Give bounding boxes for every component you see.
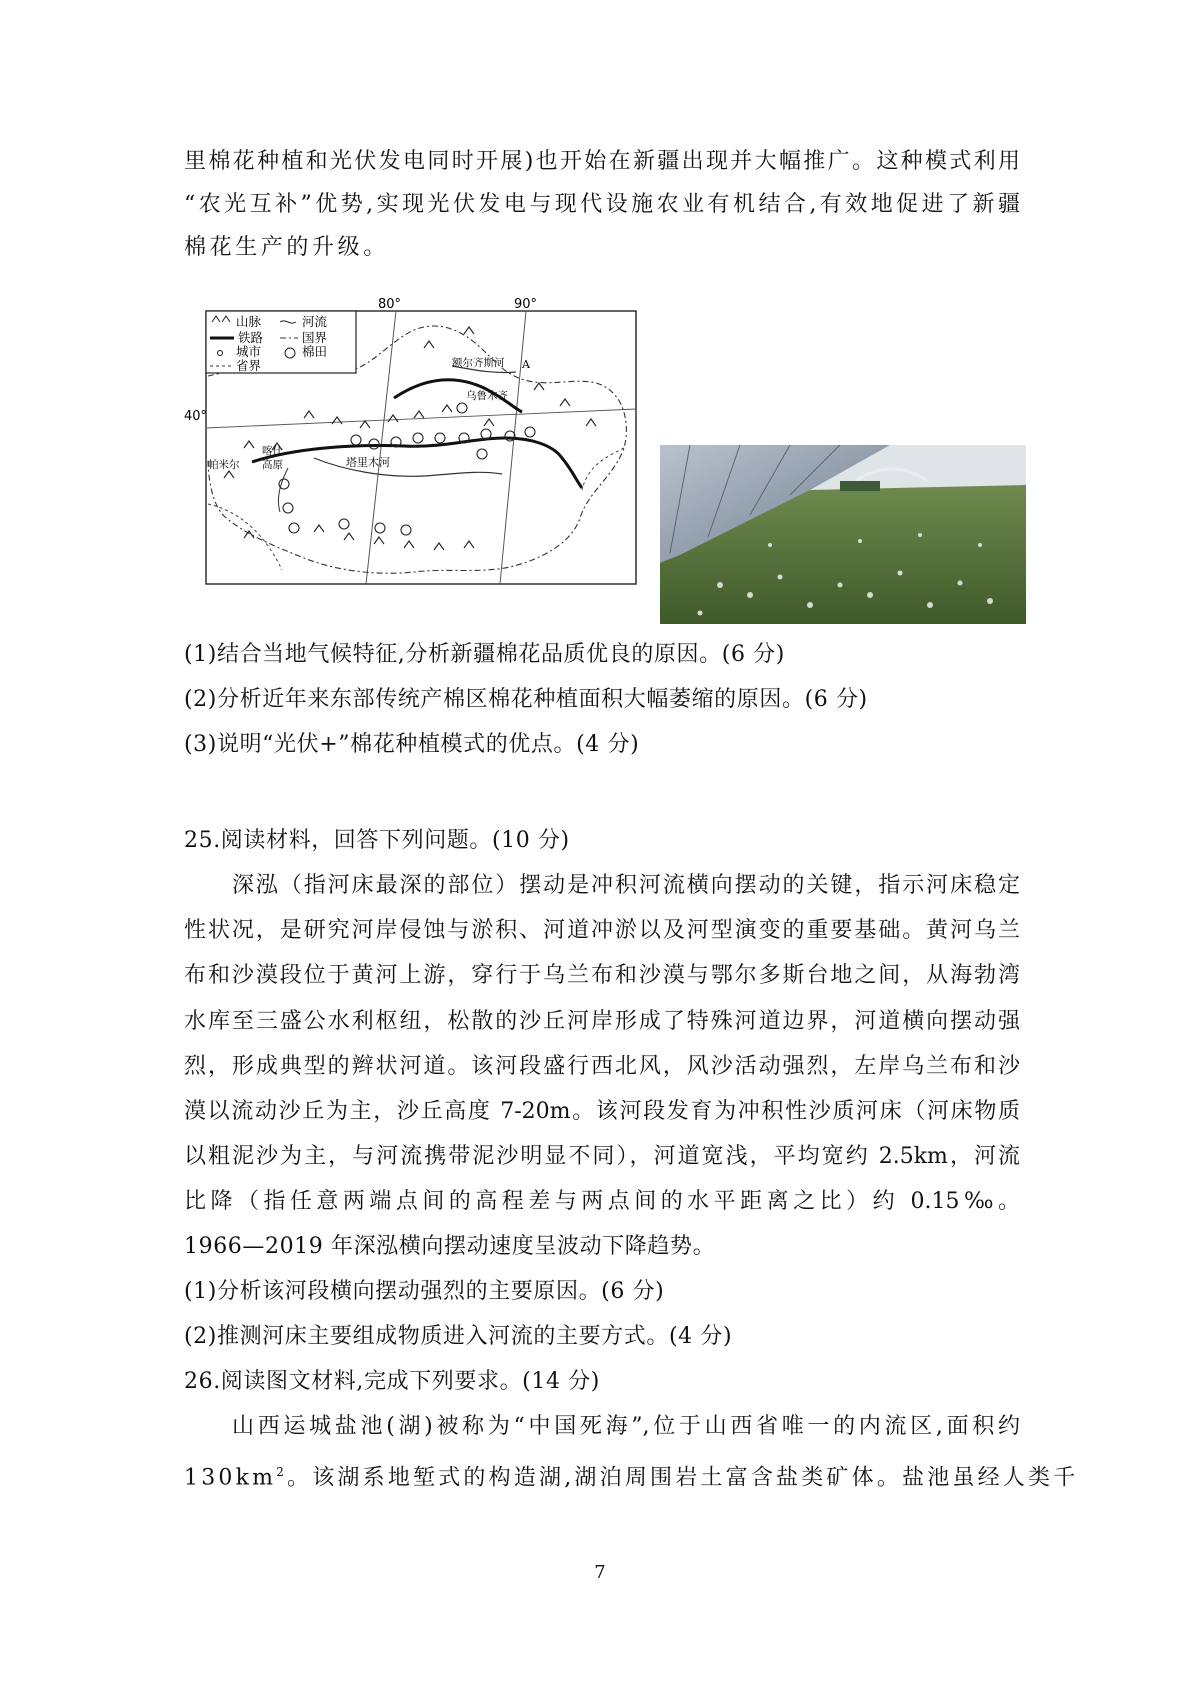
place-pamir: 帕米尔 <box>208 459 240 471</box>
place-kashgar-1: 喀什 <box>262 445 283 457</box>
q26-line-2 <box>184 1458 1079 1492</box>
q24-item-2: (2)分析近年来东部传统产棉区棉花种植面积大幅萎缩的原因。(6 分) <box>184 687 868 712</box>
q25-title: 25.阅读材料，回答下列问题。(10 分) <box>184 828 570 853</box>
lat-label-40: 40° <box>184 409 208 424</box>
place-urumqi: 乌鲁木齐 <box>466 390 508 402</box>
intro-line-2: “农光互补”优势,实现光伏发电与现代设施农业有机结合,有效地促进了新疆 <box>184 192 1020 217</box>
place-a: A <box>522 358 530 371</box>
xinjiang-map <box>184 297 658 624</box>
q24-item-1: (1)结合当地气候特征,分析新疆棉花品质优良的原因。(6 分) <box>184 642 785 667</box>
q26-area-value: 130km <box>184 1465 277 1491</box>
legend-national-border: 国界 <box>302 330 328 345</box>
q25-line-7: 以粗泥沙为主，与河流携带泥沙明显不同），河道宽浅，平均宽约 2.5km，河流 <box>184 1144 1020 1169</box>
page-number: 7 <box>594 1562 606 1583</box>
photo-solar-cotton <box>660 445 1026 624</box>
q25-line-4: 水库至三盛公水利枢纽，松散的沙丘河岸形成了特殊河道边界，河道横向摆动强 <box>184 1009 1020 1034</box>
q25-item-2: (2)推测河床主要组成物质进入河流的主要方式。(4 分) <box>184 1324 733 1349</box>
legend-province-border: 省界 <box>236 358 262 373</box>
lon-label-90: 90° <box>514 297 538 312</box>
q25-item-1: (1)分析该河段横向摆动强烈的主要原因。(6 分) <box>184 1279 665 1304</box>
lon-label-80: 80° <box>378 297 402 312</box>
legend-railway: 铁路 <box>238 330 264 345</box>
intro-line-1: 里棉花种植和光伏发电同时开展)也开始在新疆出现并大幅推广。这种模式利用 <box>184 149 1020 174</box>
q25-line-8: 比降（指任意两端点间的高程差与两点间的水平距离之比）约 0.15‰。 <box>184 1189 1020 1214</box>
q26-title: 26.阅读图文材料,完成下列要求。(14 分) <box>184 1369 600 1394</box>
q26-area-exponent: 2 <box>276 1465 288 1479</box>
q25-line-6: 漠以流动沙丘为主，沙丘高度 7-20m。该河段发育为冲积性沙质河床（河床物质 <box>184 1099 1020 1124</box>
intro-line-3: 棉花生产的升级。 <box>184 235 389 260</box>
q25-line-5: 烈，形成典型的辫状河道。该河段盛行西北风，风沙活动强烈，左岸乌兰布和沙 <box>184 1054 1020 1079</box>
q25-line-1: 深泓（指河床最深的部位）摆动是冲积河流横向摆动的关键，指示河床稳定 <box>232 873 1020 898</box>
q25-line-3: 布和沙漠段位于黄河上游，穿行于乌兰布和沙漠与鄂尔多斯台地之间，从海勃湾 <box>184 963 1020 988</box>
q24-item-3: (3)说明“光伏+”棉花种植模式的优点。(4 分) <box>184 732 640 757</box>
q25-line-2: 性状况，是研究河岸侵蚀与淤积、河道冲淤以及河型演变的重要基础。黄河乌兰 <box>184 918 1020 943</box>
legend-city: 城市 <box>236 344 262 359</box>
q26-line-2-text: 。该湖系地堑式的构造湖,湖泊周围岩土富含盐类矿体。盐池虽经人类千 <box>287 1465 1079 1491</box>
place-kashgar-2: 高原 <box>262 459 283 471</box>
figure <box>184 297 1026 624</box>
q26-line-1: 山西运城盐池(湖)被称为“中国死海”,位于山西省唯一的内流区,面积约 <box>232 1414 1020 1439</box>
q25-line-9: 1966—2019 年深泓横向摆动速度呈波动下降趋势。 <box>184 1234 716 1259</box>
legend-river: 河流 <box>302 314 328 329</box>
place-tarim: 塔里木河 <box>346 456 390 469</box>
place-irtysh: 额尔齐斯河 <box>452 357 505 369</box>
legend-mountain: 山脉 <box>236 314 262 329</box>
legend-cotton-field: 棉田 <box>302 344 328 359</box>
